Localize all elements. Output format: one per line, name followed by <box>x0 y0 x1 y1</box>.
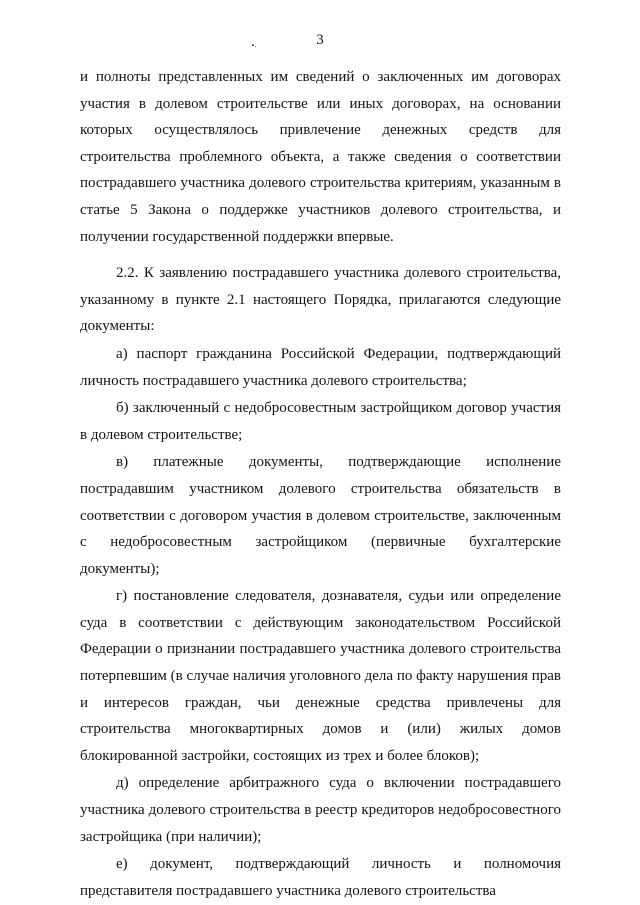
paragraph-2-2: 2.2. К заявлению пострадавшего участника долевого строительства, указанному в пункте 2.1 настоящего Порядка, прилагаются следующие документы: <box>80 265 561 335</box>
list-item-a: а) паспорт гражданина Российской Федерации, подтверждающий личность пострадавшего участника долевого строительства; <box>80 345 561 389</box>
list-item-b: б) заключенный с недобросовестным застройщиком договор участия в долевом строительстве; <box>80 400 561 443</box>
document-body <box>80 64 561 904</box>
list-item-g: г) постановление следователя, дознавателя, судьи или определение суда в соответствии с действующим законодательством Российской Федерации о признании пострадавшего участника долевого строительства потерпевшим (в случае наличия уголовного дела по факту нарушения прав и интересов граждан, чьи денежные средства привлечены для строительства многоквартирных домов и (или) жилых домов блокированной застройки, состоящих из трех и более блоков); <box>80 588 561 764</box>
list-item-d: д) определение арбитражного суда о включении пострадавшего участника долевого строительства в реестр кредиторов недобросовестного застройщика (при наличии); <box>80 775 561 845</box>
list-item-v: в) платежные документы, подтверждающие исполнение пострадавшим участником долевого строительства обязательств в соответствии с договором участия в долевом строительстве, заключенным с недобросовестным застройщиком (первичные бухгалтерские документы); <box>80 454 561 577</box>
scan-speck <box>252 44 254 46</box>
scan-speck <box>255 46 256 47</box>
page-number: 3 <box>316 32 324 48</box>
paragraph-continuation: и полноты представленных им сведений о заключенных им договорах участия в долевом строительстве или иных договорах, на основании которых осуществлялось привлечение денежных средств для строительства проблемного объекта, а также сведения о соответствии пострадавшего участника долевого строительства критериям, указанным в статье 5 Закона о поддержке участников долевого строительства, и получении государственной поддержки впервые. <box>80 69 561 245</box>
list-item-e: е) документ, подтверждающий личность и полномочия представителя пострадавшего участника долевого строительства <box>80 856 561 899</box>
